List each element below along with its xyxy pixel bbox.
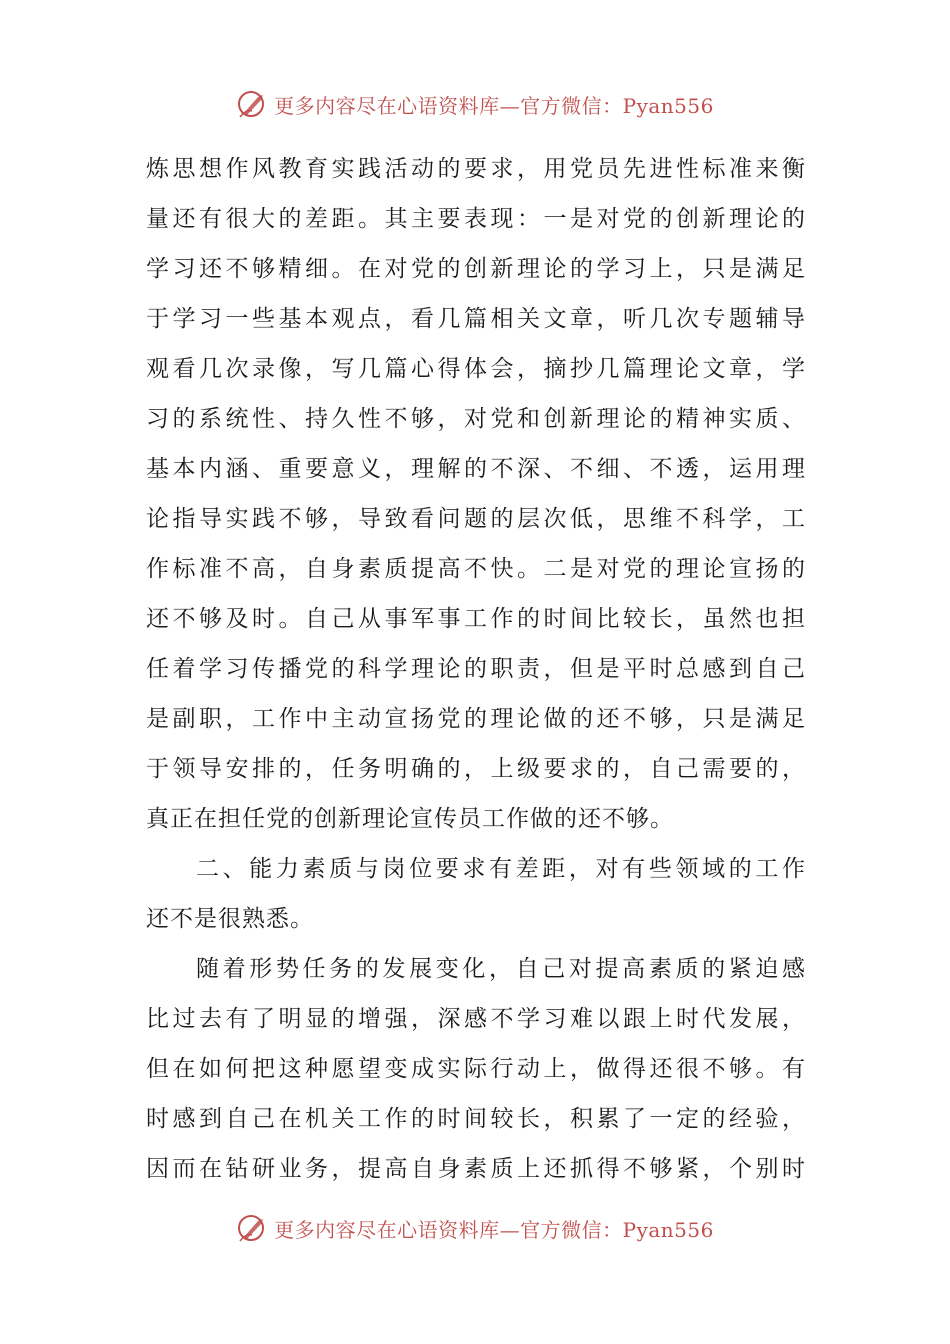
footer-watermark-banner: [0, 1208, 950, 1248]
header-watermark-text: 更多内容尽在心语资料库—官方微信：Pyan556: [274, 93, 714, 118]
text-line: 但在如何把这种愿望变成实际行动上，做得还很不够。有: [146, 1056, 806, 1082]
text-line: 于学习一些基本观点，看几篇相关文章，听几次专题辅导: [146, 306, 806, 332]
text-line: 于领导安排的，任务明确的，上级要求的，自己需要的，: [146, 756, 806, 782]
text-line: 二、能力素质与岗位要求有差距，对有些领域的工作: [196, 856, 806, 882]
text-line: 任着学习传播党的科学理论的职责，但是平时总感到自己: [146, 656, 806, 682]
text-line: 真正在担任党的创新理论宣传员工作做的还不够。: [146, 806, 674, 832]
text-line: 论指导实践不够，导致看问题的层次低，思维不科学，工: [146, 506, 806, 532]
text-line: 是副职，工作中主动宣扬党的理论做的还不够，只是满足: [146, 706, 806, 732]
text-line: 观看几次录像，写几篇心得体会，摘抄几篇理论文章，学: [146, 356, 806, 382]
footer-watermark-text: 更多内容尽在心语资料库—官方微信：Pyan556: [274, 1217, 714, 1242]
header-watermark-banner: [0, 84, 950, 124]
pen-nib-icon: [236, 1211, 270, 1245]
text-line: 学习还不够精细。在对党的创新理论的学习上，只是满足: [146, 256, 806, 282]
text-line: 还不是很熟悉。: [146, 906, 314, 932]
pen-nib-icon: [236, 87, 270, 121]
text-line: 量还有很大的差距。其主要表现：一是对党的创新理论的: [146, 206, 806, 232]
text-line: 炼思想作风教育实践活动的要求，用党员先进性标准来衡: [146, 156, 806, 182]
text-line: 还不够及时。自己从事军事工作的时间比较长，虽然也担: [146, 606, 806, 632]
text-line: 比过去有了明显的增强，深感不学习难以跟上时代发展，: [146, 1006, 806, 1032]
text-line: 时感到自己在机关工作的时间较长，积累了一定的经验，: [146, 1106, 806, 1132]
text-line: 基本内涵、重要意义，理解的不深、不细、不透，运用理: [146, 456, 806, 482]
document-body: [146, 144, 806, 1194]
text-line: 因而在钻研业务，提高自身素质上还抓得不够紧，个别时: [146, 1156, 806, 1182]
text-line: 习的系统性、持久性不够，对党和创新理论的精神实质、: [146, 406, 806, 432]
text-line: 随着形势任务的发展变化，自己对提高素质的紧迫感: [196, 956, 806, 982]
text-line: 作标准不高，自身素质提高不快。二是对党的理论宣扬的: [146, 556, 806, 582]
